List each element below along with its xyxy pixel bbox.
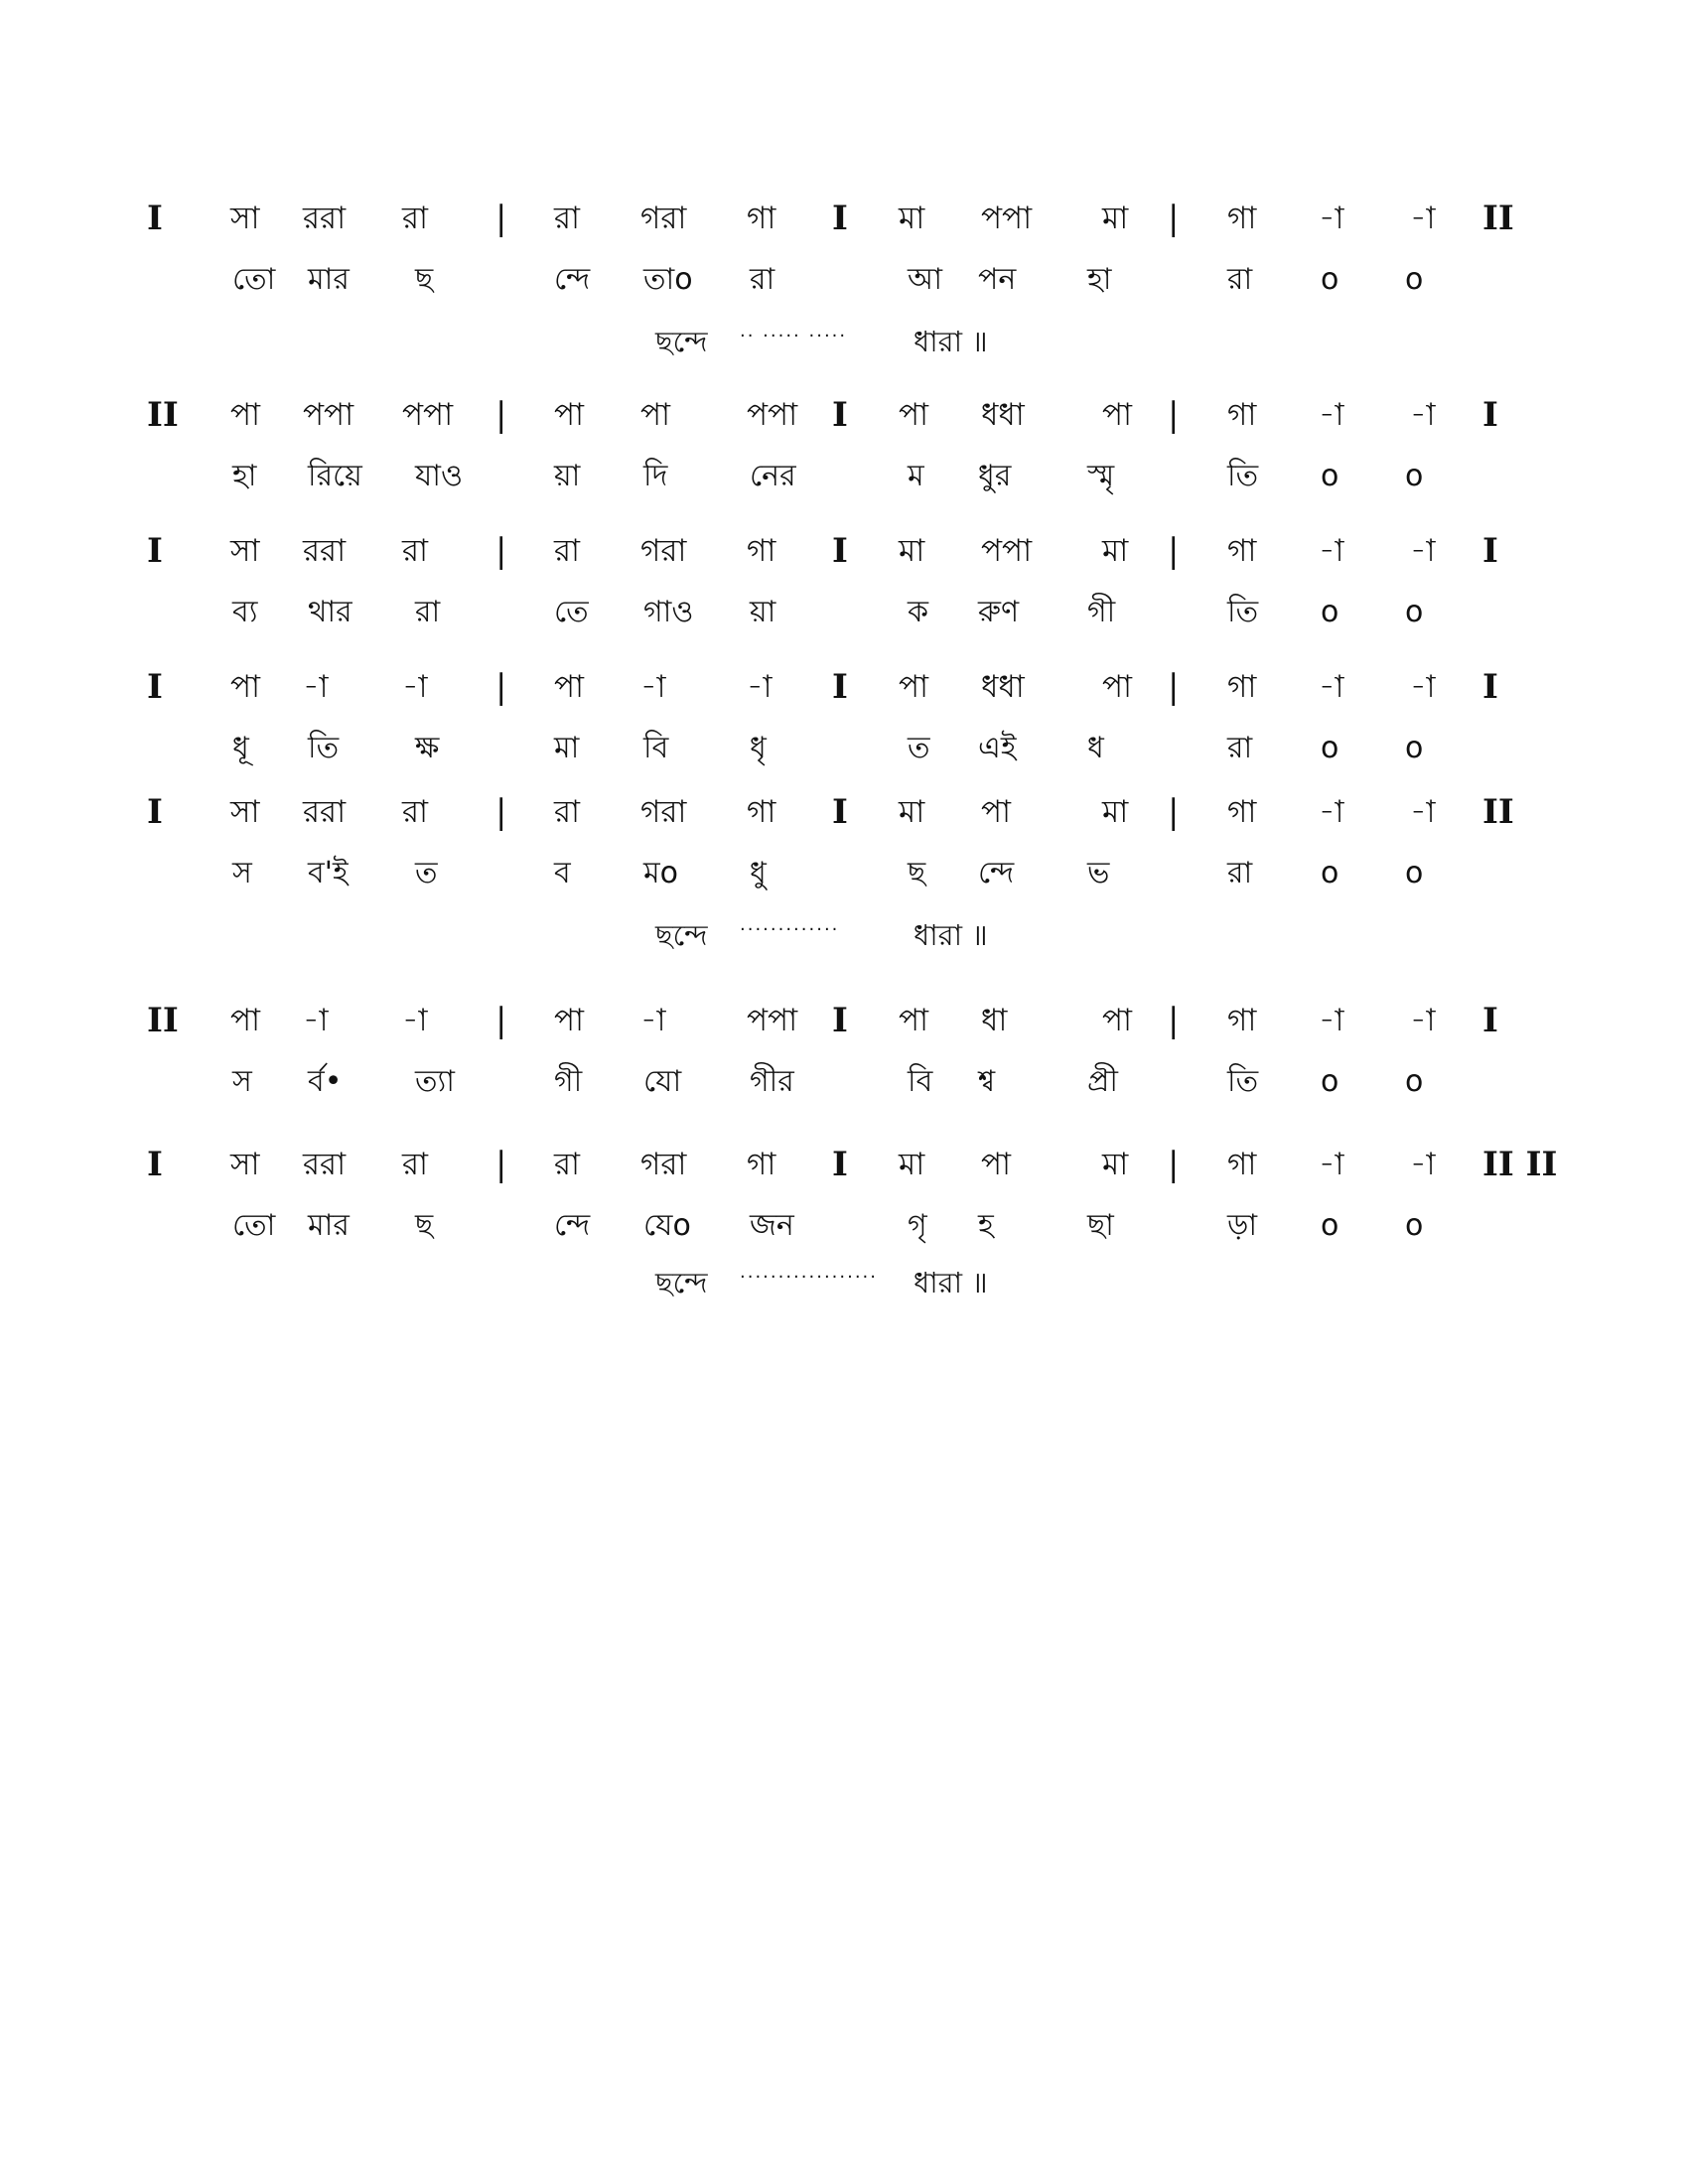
swara-note: গা (747, 794, 776, 830)
lyric-syllable: মা (554, 731, 580, 765)
lyric-syllable: ন্দে (554, 262, 591, 297)
swara-note: -া (303, 1003, 329, 1038)
measure-bar: | (495, 792, 507, 832)
refrain-start: ছন্দে (655, 918, 708, 952)
swara-note: সা (230, 1147, 260, 1182)
lyric-syllable: বি (643, 731, 669, 765)
swara-note: -া (1319, 201, 1344, 236)
swara-note: গরা (640, 201, 687, 236)
lyric-syllable: ধু (750, 856, 767, 890)
lyric-line (0, 1054, 1688, 1110)
swara-note: গা (1227, 669, 1257, 705)
swara-note: সা (230, 201, 260, 236)
notation-line (0, 993, 1688, 1048)
lyric-syllable: o (1321, 262, 1339, 297)
lyric-syllable: o (1405, 1064, 1424, 1099)
lyric-syllable: ক্ষ (415, 731, 440, 765)
lyric-syllable: স (232, 856, 252, 890)
swara-note: -া (1319, 397, 1344, 433)
swara-note: -া (1319, 794, 1344, 830)
section-bar-sign: I (832, 1001, 848, 1040)
lyric-syllable: ড়া (1227, 1208, 1258, 1243)
lyric-syllable: আ (908, 262, 942, 297)
swara-note: ধধা (981, 397, 1025, 433)
swara-note: -া (402, 669, 428, 705)
swara-note: -া (1410, 533, 1436, 569)
swara-note: রা (402, 533, 429, 569)
section-bar-sign: I (147, 199, 163, 238)
swara-note: পা (899, 1003, 929, 1038)
lyric-line (0, 449, 1688, 504)
section-bar-sign: I (832, 792, 848, 832)
swara-note: সা (230, 794, 260, 830)
swara-note: রা (402, 1147, 429, 1182)
refrain-end: ধারা ॥ (914, 918, 988, 952)
lyric-syllable: গাও (643, 595, 694, 629)
notation-line (0, 191, 1688, 246)
lyric-syllable: রুণ (978, 595, 1020, 629)
swara-note: -া (303, 669, 329, 705)
lyric-syllable: রা (1227, 856, 1253, 890)
section-bar-sign: I (147, 531, 163, 571)
lyric-syllable: গী (1087, 595, 1116, 629)
swara-note: পা (1102, 397, 1133, 433)
lyric-syllable: ত (415, 856, 438, 890)
swara-note: পা (640, 397, 671, 433)
swara-note: -া (640, 669, 666, 705)
lyric-syllable: ন্দে (554, 1208, 591, 1243)
notation-line (0, 659, 1688, 715)
refrain-start: ছন্দে (655, 1266, 708, 1299)
lyric-syllable: o (1405, 262, 1424, 297)
section-bar-sign: I (1482, 531, 1498, 571)
swara-note: পা (1102, 1003, 1133, 1038)
lyric-syllable: তি (1227, 459, 1259, 493)
lyric-syllable: o (1321, 1208, 1339, 1243)
swara-note: গরা (640, 1147, 687, 1182)
swara-note: -া (402, 1003, 428, 1038)
measure-bar: | (495, 1145, 507, 1184)
section-bar-sign: I (147, 667, 163, 707)
lyric-syllable: যো (643, 1064, 682, 1099)
lyric-syllable: ধৃ (750, 731, 767, 765)
swara-note: গা (1227, 201, 1257, 236)
lyric-syllable: মার (308, 1208, 350, 1243)
swara-note: রা (554, 533, 581, 569)
swara-note: -া (1410, 201, 1436, 236)
lyric-syllable: ব (554, 856, 571, 890)
lyric-syllable: ভ (1087, 856, 1110, 890)
lyric-syllable: o (1405, 595, 1424, 629)
swara-note: গা (747, 533, 776, 569)
measure-bar: | (1168, 1001, 1180, 1040)
section-bar-sign: I (1482, 1001, 1498, 1040)
swara-note: পপা (981, 533, 1033, 569)
lyric-syllable: o (1405, 731, 1424, 765)
swara-note: পা (554, 669, 585, 705)
section-bar-sign: I (832, 667, 848, 707)
lyric-syllable: o (1405, 459, 1424, 493)
measure-bar: | (495, 199, 507, 238)
swara-note: -া (1319, 1147, 1344, 1182)
lyric-syllable: ধ (1087, 731, 1104, 765)
swara-note: মা (1102, 201, 1129, 236)
measure-bar: | (495, 667, 507, 707)
measure-bar: | (1168, 199, 1180, 238)
lyric-syllable: ছ (908, 856, 926, 890)
lyric-syllable: তাo (643, 262, 693, 297)
lyric-syllable: পন (978, 262, 1017, 297)
lyric-syllable: হা (1087, 262, 1112, 297)
lyric-syllable: গৃ (908, 1208, 927, 1243)
lyric-syllable: স (232, 1064, 252, 1099)
lyric-syllable: ছা (1087, 1208, 1114, 1243)
swara-note: পপা (303, 397, 354, 433)
lyric-syllable: রা (1227, 731, 1253, 765)
swara-note: রা (554, 1147, 581, 1182)
lyric-syllable: শ্ব (978, 1064, 996, 1099)
lyric-syllable: ক (908, 595, 928, 629)
lyric-syllable: তে (554, 595, 589, 629)
measure-bar: | (1168, 531, 1180, 571)
swara-note: গা (1227, 794, 1257, 830)
section-bar-sign: I (1482, 667, 1498, 707)
measure-bar: | (1168, 667, 1180, 707)
swara-note: সা (230, 533, 260, 569)
swara-note: -া (747, 669, 773, 705)
lyric-syllable: ছ (415, 262, 434, 297)
measure-bar: | (495, 1001, 507, 1040)
lyric-syllable: তি (1227, 595, 1259, 629)
lyric-syllable: রা (750, 262, 775, 297)
lyric-syllable: নের (750, 459, 796, 493)
section-bar-sign: I (1482, 395, 1498, 435)
swara-note: মা (1102, 794, 1129, 830)
lyric-syllable: বি (908, 1064, 933, 1099)
swara-note: পা (230, 397, 261, 433)
section-bar-sign: I (832, 1145, 848, 1184)
swara-note: রা (402, 794, 429, 830)
lyric-syllable: o (1321, 595, 1339, 629)
section-bar-sign: I (147, 792, 163, 832)
swara-note: গা (1227, 397, 1257, 433)
swara-note: পা (230, 1003, 261, 1038)
lyric-syllable: ত্যা (415, 1064, 455, 1099)
lyric-syllable: o (1321, 1064, 1339, 1099)
lyric-syllable: ম (908, 459, 924, 493)
swara-note: পা (981, 794, 1012, 830)
section-bar-sign: II (147, 395, 179, 435)
swara-note: গা (747, 201, 776, 236)
swara-note: গরা (640, 794, 687, 830)
measure-bar: | (1168, 792, 1180, 832)
lyric-syllable: মার (308, 262, 350, 297)
swara-note: রা (402, 201, 429, 236)
lyric-syllable: হ (978, 1208, 994, 1243)
lyric-syllable: যেo (643, 1208, 691, 1243)
lyric-syllable: এই (978, 731, 1017, 765)
swara-note: -া (1319, 669, 1344, 705)
lyric-syllable: দি (643, 459, 668, 493)
swara-note: পপা (981, 201, 1033, 236)
swara-note: মা (899, 1147, 925, 1182)
lyric-syllable: তো (232, 1208, 276, 1243)
notation-line (0, 387, 1688, 443)
swara-note: -া (1319, 533, 1344, 569)
lyric-syllable: রা (415, 595, 441, 629)
lyric-syllable: o (1405, 856, 1424, 890)
swara-note: গরা (640, 533, 687, 569)
lyric-line (0, 252, 1688, 308)
lyric-syllable: গীর (750, 1064, 794, 1099)
lyric-syllable: জন (750, 1208, 794, 1243)
refrain-start: ছন্দে (655, 325, 708, 358)
lyric-syllable: য়া (554, 459, 581, 493)
refrain-end: ধারা ॥ (914, 325, 988, 358)
section-bar-sign: I (832, 531, 848, 571)
lyric-syllable: মo (643, 856, 679, 890)
swara-note: গা (1227, 1147, 1257, 1182)
swara-note: মা (899, 533, 925, 569)
swara-note: ররা (303, 794, 347, 830)
lyric-syllable: ধুর (978, 459, 1012, 493)
swara-note: রা (554, 201, 581, 236)
lyric-syllable: রিয়ে (308, 459, 362, 493)
swara-note: -া (1410, 1003, 1436, 1038)
swara-note: পা (230, 669, 261, 705)
lyric-syllable: থার (308, 595, 352, 629)
lyric-syllable: স্মৃ (1087, 459, 1115, 493)
swara-note: -া (1410, 669, 1436, 705)
swara-note: গা (1227, 1003, 1257, 1038)
swara-note: -া (1410, 397, 1436, 433)
refrain-line (0, 317, 1688, 366)
lyric-syllable: র্ব• (308, 1064, 343, 1099)
lyric-syllable: o (1321, 731, 1339, 765)
section-bar-sign: I (147, 1145, 163, 1184)
swara-note: ররা (303, 1147, 347, 1182)
refrain-line (0, 1258, 1688, 1307)
lyric-line (0, 721, 1688, 776)
refrain-dots: ·················· (740, 1267, 878, 1288)
measure-bar: | (495, 395, 507, 435)
lyric-syllable: যাও (415, 459, 464, 493)
swara-note: পা (899, 397, 929, 433)
section-bar-sign: II (1482, 199, 1514, 238)
lyric-syllable: হা (232, 459, 257, 493)
lyric-syllable: ছ (415, 1208, 434, 1243)
swara-note: -া (1410, 1147, 1436, 1182)
swara-note: পা (1102, 669, 1133, 705)
section-bar-sign: II II (1482, 1145, 1558, 1184)
section-bar-sign: II (1482, 792, 1514, 832)
swara-note: রা (554, 794, 581, 830)
swara-note: মা (899, 794, 925, 830)
notation-line (0, 1137, 1688, 1192)
section-bar-sign: I (832, 395, 848, 435)
swara-note: মা (1102, 533, 1129, 569)
refrain-end: ধারা ॥ (914, 1266, 988, 1299)
lyric-syllable: রা (1227, 262, 1253, 297)
notation-line (0, 523, 1688, 579)
measure-bar: | (1168, 1145, 1180, 1184)
swara-note: পা (981, 1147, 1012, 1182)
lyric-syllable: গী (554, 1064, 583, 1099)
refrain-dots: ············· (740, 919, 840, 940)
refrain-line (0, 910, 1688, 960)
measure-bar: | (1168, 395, 1180, 435)
lyric-line (0, 585, 1688, 640)
section-bar-sign: II (147, 1001, 179, 1040)
lyric-syllable: তি (1227, 1064, 1259, 1099)
swara-note: ধধা (981, 669, 1025, 705)
lyric-syllable: য়া (750, 595, 776, 629)
lyric-syllable: তি (308, 731, 340, 765)
lyric-line (0, 1198, 1688, 1254)
section-bar-sign: I (832, 199, 848, 238)
swara-note: -া (1410, 794, 1436, 830)
swara-note: -া (640, 1003, 666, 1038)
swara-note: মা (1102, 1147, 1129, 1182)
swara-note: ররা (303, 533, 347, 569)
swara-note: -া (1319, 1003, 1344, 1038)
lyric-syllable: প্রী (1087, 1064, 1118, 1099)
swara-note: পপা (747, 1003, 798, 1038)
measure-bar: | (495, 531, 507, 571)
refrain-dots: ·· ····· ····· (740, 326, 848, 346)
lyric-syllable: ধূ (232, 731, 249, 765)
lyric-line (0, 846, 1688, 901)
lyric-syllable: তো (232, 262, 276, 297)
notation-line (0, 784, 1688, 840)
swara-note: পপা (747, 397, 798, 433)
lyric-syllable: ন্দে (978, 856, 1015, 890)
lyric-syllable: o (1405, 1208, 1424, 1243)
lyric-syllable: ত (908, 731, 930, 765)
lyric-syllable: o (1321, 459, 1339, 493)
swara-note: পা (554, 1003, 585, 1038)
swara-note: পপা (402, 397, 454, 433)
swara-note: পা (899, 669, 929, 705)
lyric-syllable: ব'ই (308, 856, 349, 890)
swara-note: গা (1227, 533, 1257, 569)
swara-note: মা (899, 201, 925, 236)
lyric-syllable: o (1321, 856, 1339, 890)
swara-note: ররা (303, 201, 347, 236)
lyric-syllable: ব্য (232, 595, 258, 629)
swara-note: গা (747, 1147, 776, 1182)
swara-note: ধা (981, 1003, 1008, 1038)
swara-note: পা (554, 397, 585, 433)
